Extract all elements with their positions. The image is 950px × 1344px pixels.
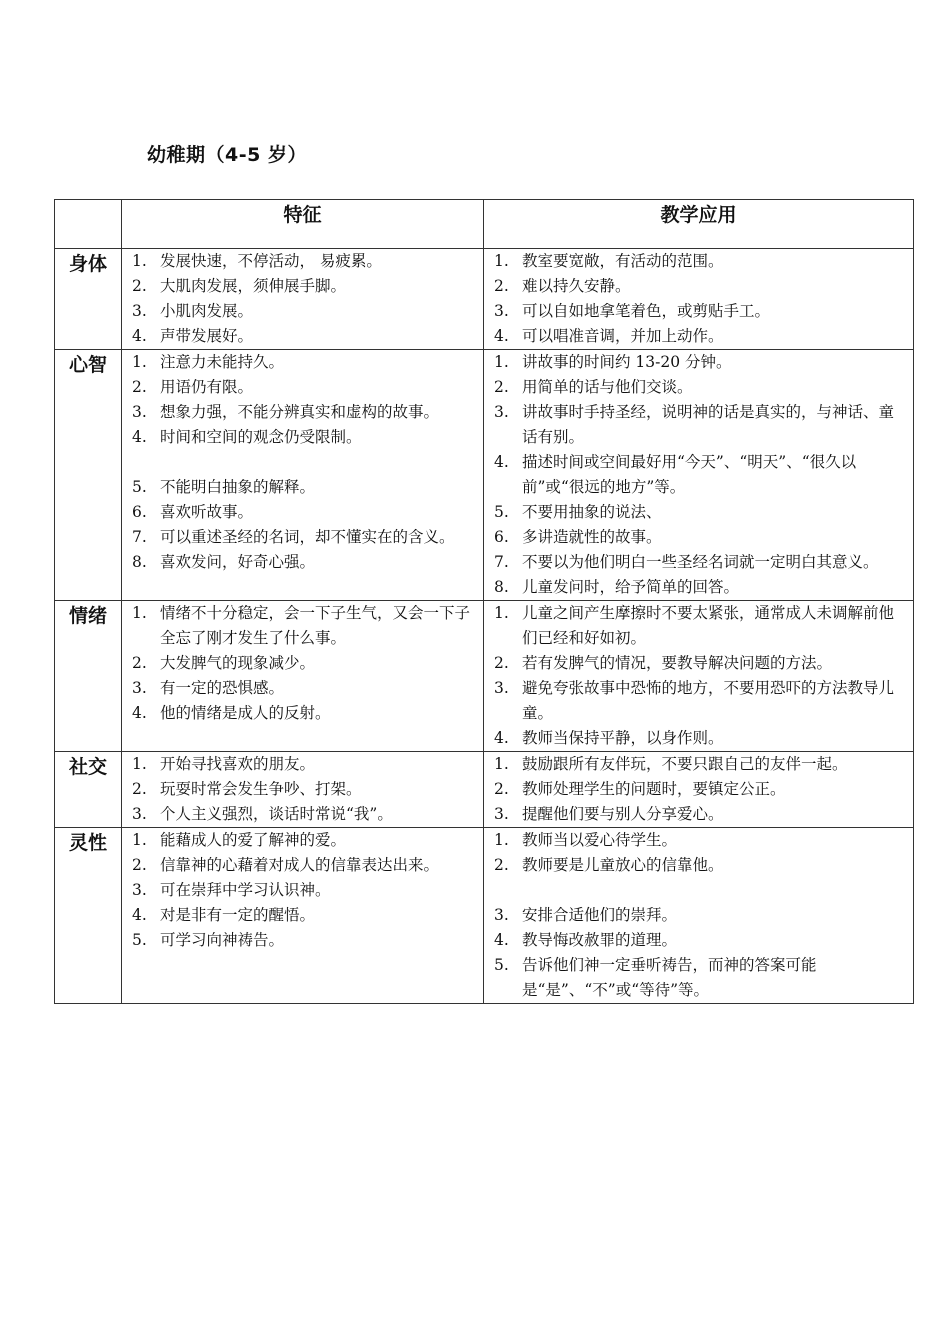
item-number: 8.	[132, 553, 147, 571]
list-item	[484, 575, 909, 600]
item-text: 若有发脾气的情况，要教导解决问题的方法。	[522, 654, 833, 672]
list-item	[484, 324, 909, 349]
item-number: 8.	[494, 578, 509, 596]
table-row	[55, 249, 914, 350]
table-row	[55, 828, 914, 1004]
item-number: 5.	[132, 478, 147, 496]
applications-cell	[484, 601, 914, 752]
item-number: 7.	[132, 528, 147, 546]
list-item	[122, 853, 479, 878]
item-number: 3.	[494, 906, 509, 924]
list-item	[484, 676, 909, 726]
item-text: 对是非有一定的醒悟。	[160, 906, 316, 924]
applications-list	[484, 828, 913, 1003]
features-list	[122, 350, 483, 575]
item-number: 2.	[494, 654, 509, 672]
item-text: 多讲造就性的故事。	[522, 528, 662, 546]
item-number: 2.	[132, 277, 147, 295]
item-text: 发展快速，不停活动， 易疲累。	[160, 252, 382, 270]
item-text: 讲故事的时间约 13-20 分钟。	[522, 353, 732, 371]
item-number: 2.	[132, 780, 147, 798]
item-number: 4.	[494, 327, 509, 345]
item-number: 3.	[132, 679, 147, 697]
features-cell	[122, 828, 484, 1004]
item-text: 有一定的恐惧感。	[160, 679, 285, 697]
list-item	[484, 903, 909, 928]
list-item	[122, 525, 479, 550]
features-cell	[122, 601, 484, 752]
header-applications: 教学应用	[484, 200, 914, 249]
item-number: 2.	[494, 277, 509, 295]
item-number: 2.	[132, 856, 147, 874]
list-item	[484, 274, 909, 299]
item-number: 4.	[132, 428, 147, 446]
list-item	[484, 375, 909, 400]
list-item	[122, 274, 479, 299]
item-text: 用简单的话与他们交谈。	[522, 378, 693, 396]
table-row	[55, 601, 914, 752]
item-text: 不要以为他们明白一些圣经名词就一定明白其意义。	[522, 553, 879, 571]
list-item	[122, 878, 479, 903]
features-cell	[122, 752, 484, 828]
features-cell	[122, 350, 484, 601]
list-item	[122, 350, 479, 375]
item-text: 可在崇拜中学习认识神。	[160, 881, 331, 899]
list-item	[484, 802, 909, 827]
list-item	[122, 299, 479, 324]
list-item	[122, 249, 479, 274]
list-item	[122, 752, 479, 777]
list-item	[122, 676, 479, 701]
table-row	[55, 752, 914, 828]
list-item	[484, 400, 909, 450]
list-item	[484, 350, 909, 375]
item-text: 教师处理学生的问题时，要镇定公正。	[522, 780, 786, 798]
applications-cell	[484, 249, 914, 350]
item-text: 儿童之间产生摩擦时不要太紧张，通常成人未调解前他们已经和好如初。	[522, 604, 895, 647]
item-number: 3.	[132, 302, 147, 320]
item-text: 讲故事时手持圣经，说明神的话是真实的，与神话、童话有别。	[522, 403, 895, 446]
item-text: 玩耍时常会发生争吵、打架。	[160, 780, 362, 798]
item-text: 喜欢发问，好奇心强。	[160, 553, 316, 571]
list-item	[484, 752, 909, 777]
item-text: 可学习向神祷告。	[160, 931, 285, 949]
item-text: 安排合适他们的崇拜。	[522, 906, 678, 924]
item-number: 1.	[494, 755, 509, 773]
list-item	[484, 525, 909, 550]
list-item	[484, 726, 909, 751]
applications-list	[484, 601, 913, 751]
applications-cell	[484, 752, 914, 828]
row-label: 情绪	[55, 601, 122, 752]
list-item	[122, 475, 479, 500]
page-title: 幼稚期（4-5 岁）	[147, 144, 307, 166]
list-item	[122, 601, 479, 651]
list-item	[484, 777, 909, 802]
item-text: 喜欢听故事。	[160, 503, 254, 521]
item-number: 2.	[132, 378, 147, 396]
item-text: 告诉他们神一定垂听祷告，而神的答案可能是“是”、“不”或“等待”等。	[522, 956, 817, 999]
item-text: 信靠神的心藉着对成人的信靠表达出来。	[160, 856, 440, 874]
item-text: 可以唱准音调，并加上动作。	[522, 327, 724, 345]
list-item	[122, 500, 479, 525]
list-item	[122, 651, 479, 676]
item-number: 5.	[494, 503, 509, 521]
item-text: 描述时间或空间最好用“今天”、“明天”、“很久以前”或“很远的地方”等。	[522, 453, 857, 496]
item-number: 2.	[494, 378, 509, 396]
applications-list	[484, 752, 913, 827]
features-cell	[122, 249, 484, 350]
item-number: 2.	[494, 856, 509, 874]
list-item	[122, 400, 479, 425]
applications-cell	[484, 350, 914, 601]
item-text: 儿童发问时，给予简单的回答。	[522, 578, 740, 596]
item-number: 1.	[494, 353, 509, 371]
item-text: 用语仍有限。	[160, 378, 254, 396]
header-corner	[55, 200, 122, 249]
list-item	[122, 324, 479, 349]
item-text: 教师要是儿童放心的信靠他。	[522, 856, 724, 874]
item-number: 4.	[132, 327, 147, 345]
development-table	[54, 199, 914, 1004]
item-number: 5.	[132, 931, 147, 949]
item-text: 可以自如地拿笔着色，或剪贴手工。	[522, 302, 771, 320]
item-number: 4.	[494, 931, 509, 949]
features-list	[122, 828, 483, 953]
table-body	[55, 249, 914, 1004]
applications-list	[484, 350, 913, 600]
row-label: 灵性	[55, 828, 122, 1004]
header-features: 特征	[122, 200, 484, 249]
row-label: 身体	[55, 249, 122, 350]
item-number: 1.	[494, 604, 509, 622]
item-number: 3.	[132, 805, 147, 823]
item-text: 时间和空间的观念仍受限制。	[160, 428, 362, 446]
item-text: 他的情绪是成人的反射。	[160, 704, 331, 722]
features-list	[122, 752, 483, 827]
list-item	[122, 425, 479, 450]
table-header-row	[55, 200, 914, 249]
item-text: 可以重述圣经的名词，却不懂实在的含义。	[160, 528, 455, 546]
list-item	[484, 853, 909, 878]
item-text: 想象力强，不能分辨真实和虚构的故事。	[160, 403, 440, 421]
item-text: 不要用抽象的说法、	[522, 503, 662, 521]
item-number: 1.	[132, 755, 147, 773]
item-number: 1.	[132, 831, 147, 849]
list-item	[122, 928, 479, 953]
row-label: 社交	[55, 752, 122, 828]
list-item	[122, 903, 479, 928]
item-text: 开始寻找喜欢的朋友。	[160, 755, 316, 773]
item-text: 避免夸张故事中恐怖的地方，不要用恐吓的方法教导儿童。	[522, 679, 895, 722]
item-number: 4.	[494, 729, 509, 747]
list-item	[484, 953, 909, 1003]
item-text: 能藉成人的爱了解神的爱。	[160, 831, 347, 849]
list-item	[484, 500, 909, 525]
features-list	[122, 601, 483, 726]
item-text: 不能明白抽象的解释。	[160, 478, 316, 496]
list-item	[484, 550, 909, 575]
list-item	[484, 249, 909, 274]
item-number: 3.	[132, 403, 147, 421]
list-item	[484, 651, 909, 676]
item-number: 7.	[494, 553, 509, 571]
item-text: 教导悔改赦罪的道理。	[522, 931, 678, 949]
list-item	[484, 450, 909, 500]
item-text: 教师当保持平静，以身作则。	[522, 729, 724, 747]
row-label: 心智	[55, 350, 122, 601]
item-number: 4.	[132, 704, 147, 722]
item-number: 1.	[132, 353, 147, 371]
list-item	[484, 828, 909, 853]
item-number: 3.	[494, 403, 509, 421]
item-text: 提醒他们要与别人分享爱心。	[522, 805, 724, 823]
item-number: 3.	[132, 881, 147, 899]
item-number: 1.	[132, 604, 147, 622]
list-item	[122, 701, 479, 726]
item-text: 大肌肉发展，须伸展手脚。	[160, 277, 347, 295]
item-text: 鼓励跟所有友伴玩，不要只跟自己的友伴一起。	[522, 755, 848, 773]
item-number: 3.	[494, 302, 509, 320]
item-text: 教师当以爱心待学生。	[522, 831, 678, 849]
item-number: 3.	[494, 805, 509, 823]
list-item	[484, 601, 909, 651]
list-item	[122, 828, 479, 853]
item-text: 大发脾气的现象减少。	[160, 654, 316, 672]
item-number: 6.	[494, 528, 509, 546]
applications-cell	[484, 828, 914, 1004]
list-item	[122, 802, 479, 827]
item-number: 4.	[494, 453, 509, 471]
list-item	[122, 777, 479, 802]
item-text: 小肌肉发展。	[160, 302, 254, 320]
item-text: 教室要宽敞，有活动的范围。	[522, 252, 724, 270]
list-item	[484, 928, 909, 953]
item-number: 6.	[132, 503, 147, 521]
list-item	[122, 550, 479, 575]
applications-list	[484, 249, 913, 349]
table-row	[55, 350, 914, 601]
item-number: 2.	[132, 654, 147, 672]
item-text: 声带发展好。	[160, 327, 254, 345]
item-text: 个人主义强烈，谈话时常说“我”。	[160, 805, 393, 823]
item-text: 注意力未能持久。	[160, 353, 285, 371]
item-number: 1.	[494, 252, 509, 270]
list-item	[484, 299, 909, 324]
features-list	[122, 249, 483, 349]
item-number: 1.	[132, 252, 147, 270]
item-number: 4.	[132, 906, 147, 924]
item-number: 2.	[494, 780, 509, 798]
item-number: 5.	[494, 956, 509, 974]
item-text: 情绪不十分稳定，会一下子生气，又会一下子全忘了刚才发生了什么事。	[160, 604, 471, 647]
list-item	[122, 375, 479, 400]
item-number: 1.	[494, 831, 509, 849]
item-text: 难以持久安静。	[522, 277, 631, 295]
item-number: 3.	[494, 679, 509, 697]
